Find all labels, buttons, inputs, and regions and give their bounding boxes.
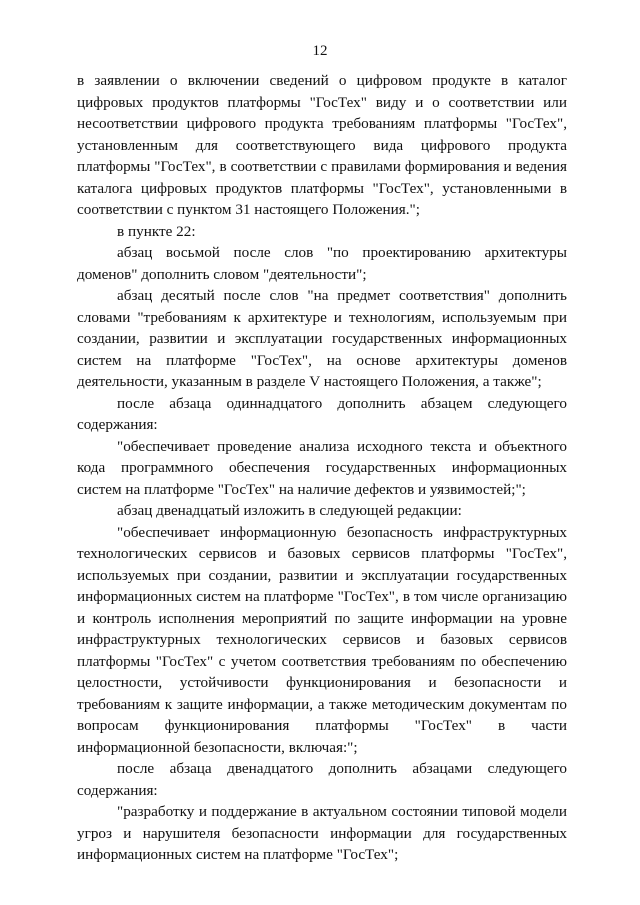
paragraph: после абзаца одиннадцатого дополнить абзацем следующего содержания: — [77, 394, 567, 433]
paragraph: после абзаца двенадцатого дополнить абзацами следующего содержания: — [77, 760, 567, 799]
paragraph: "обеспечивает информационную безопасность инфраструктурных технологических сервисов и базовых сервисов платформы "ГосТех", используемых при создании, развитии и эксплуатации государственных информационных систем на платформе "ГосТех", в том числе организацию и контроль исполнения мероприятий по защите информации на уровне инфраструктурных технологических сервисов и базовых сервисов платформы "ГосТех" с учетом соответствия требованиям по обеспечению целостности, устойчивости функционирования и безопасности и требованиям к защите информации, а также методическим документам по вопросам функционирования платформы "ГосТех" в части информационной безопасности, включая:"; — [77, 523, 567, 756]
paragraph: в заявлении о включении сведений о цифровом продукте в каталог цифровых продуктов платформы "ГосТех" виду и о соответствии или несоответствии цифрового продукта требованиям платформы "ГосТех", установленным для соответствующего вида цифрового продукта платформы "ГосТех", в соответствии с правилами формирования и ведения каталога цифровых продуктов платформы "ГосТех", установленными в соответствии с пунктом 31 настоящего Положения."; — [77, 72, 567, 218]
paragraph: "разработку и поддержание в актуальном состоянии типовой модели угроз и нарушителя безопасности информации для государственных информационных систем на платформе "ГосТех"; — [77, 803, 567, 863]
paragraph: в пункте 22: — [117, 222, 196, 240]
document-body — [77, 70, 567, 866]
paragraph: "обеспечивает проведение анализа исходного текста и объектного кода программного обеспечения государственных информационных систем на платформе "ГосТех" на наличие дефектов и уязвимостей;"; — [77, 437, 567, 498]
page-number: 12 — [312, 43, 328, 59]
paragraph: абзац восьмой после слов "по проектированию архитектуры доменов" дополнить словом "деятельности"; — [77, 244, 567, 283]
paragraph: абзац десятый после слов "на предмет соответствия" дополнить словами "требованиям к архитектуре и технологиям, используемым при создании, развитии и эксплуатации государственных информационных систем на платформе "ГосТех", на основе архитектуры доменов деятельности, указанным в разделе V настоящего Положения, а также"; — [77, 287, 567, 390]
paragraph: абзац двенадцатый изложить в следующей редакции: — [117, 502, 462, 519]
